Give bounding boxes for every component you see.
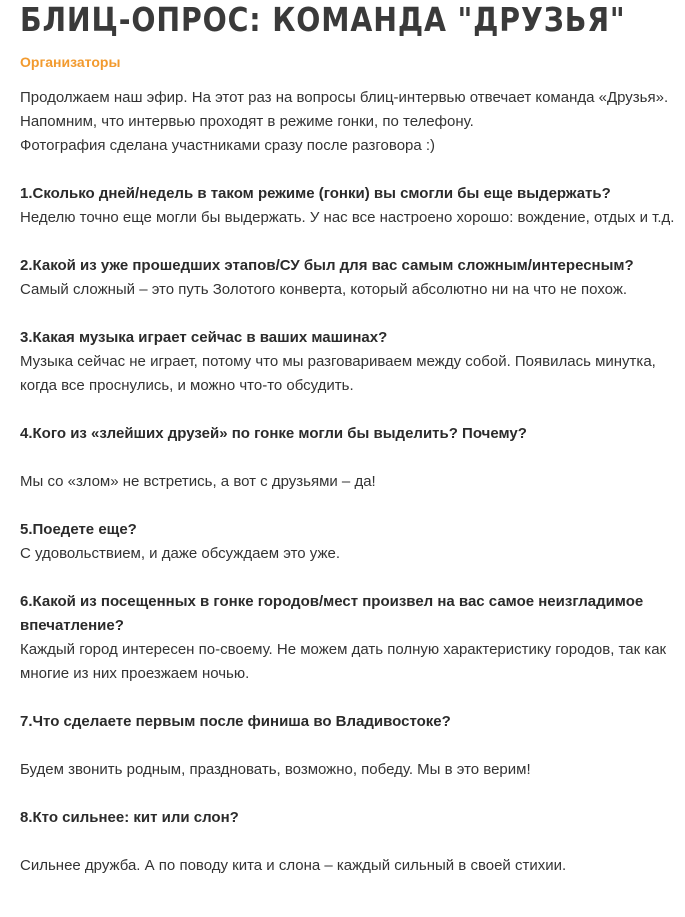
answer: Будем звонить родным, праздновать, возможно, победу. Мы в это верим! xyxy=(20,761,531,778)
intro-line: Продолжаем наш эфир. На этот раз на вопросы блиц-интервью отвечает команда «Друзья». xyxy=(20,89,669,106)
question: 2.Какой из уже прошедших этапов/СУ был для вас самым сложным/интересным? xyxy=(20,257,634,274)
qa-item xyxy=(20,710,680,782)
question: 8.Кто сильнее: кит или слон? xyxy=(20,809,239,826)
intro-paragraph xyxy=(20,86,680,158)
answer: Мы со «злом» не встретись, а вот с друзьями – да! xyxy=(20,473,376,490)
question: 3.Какая музыка играет сейчас в ваших машинах? xyxy=(20,329,388,346)
spacer xyxy=(20,446,680,470)
answer: С удовольствием, и даже обсуждаем это уже. xyxy=(20,545,341,562)
answer: Каждый город интересен по-своему. Не можем дать полную характеристику городов, так как многие из них проезжаем ночью. xyxy=(20,641,667,682)
category-link[interactable]: Организаторы xyxy=(20,54,121,70)
answer: Неделю точно еще могли бы выдержать. У нас все настроено хорошо: вождение, отдых и т.д. xyxy=(20,209,675,226)
question: 1.Сколько дней/недель в таком режиме (гонки) вы смогли бы еще выдержать? xyxy=(20,185,611,202)
qa-item xyxy=(20,326,680,398)
intro-line: Напомним, что интервью проходят в режиме гонки, по телефону. xyxy=(20,113,474,130)
answer: Музыка сейчас не играет, потому что мы разговариваем между собой. Появилась минутка, когда все проснулись, и можно что-то обсудить. xyxy=(20,353,656,394)
question: 5.Поедете еще? xyxy=(20,521,137,538)
intro-line: Фотография сделана участниками сразу после разговора :) xyxy=(20,137,436,154)
question: 7.Что сделаете первым после финиша во Владивостоке? xyxy=(20,713,451,730)
qa-item xyxy=(20,254,680,302)
qa-item xyxy=(20,182,680,230)
answer: Самый сложный – это путь Золотого конверта, который абсолютно ни на что не похож. xyxy=(20,281,628,298)
question: 6.Какой из посещенных в гонке городов/мест произвел на вас самое неизгладимое впечатление? xyxy=(20,593,644,634)
qa-item xyxy=(20,518,680,566)
article-title: БЛИЦ-ОПРОС: КОМАНДА "ДРУЗЬЯ" xyxy=(20,0,626,39)
article-body xyxy=(20,86,680,902)
spacer xyxy=(20,734,680,758)
qa-item xyxy=(20,590,680,686)
qa-item xyxy=(20,806,680,878)
answer: Сильнее дружба. А по поводу кита и слона – каждый сильный в своей стихии. xyxy=(20,857,567,874)
question: 4.Кого из «злейших друзей» по гонке могли бы выделить? Почему? xyxy=(20,425,527,442)
spacer xyxy=(20,830,680,854)
qa-item xyxy=(20,422,680,494)
